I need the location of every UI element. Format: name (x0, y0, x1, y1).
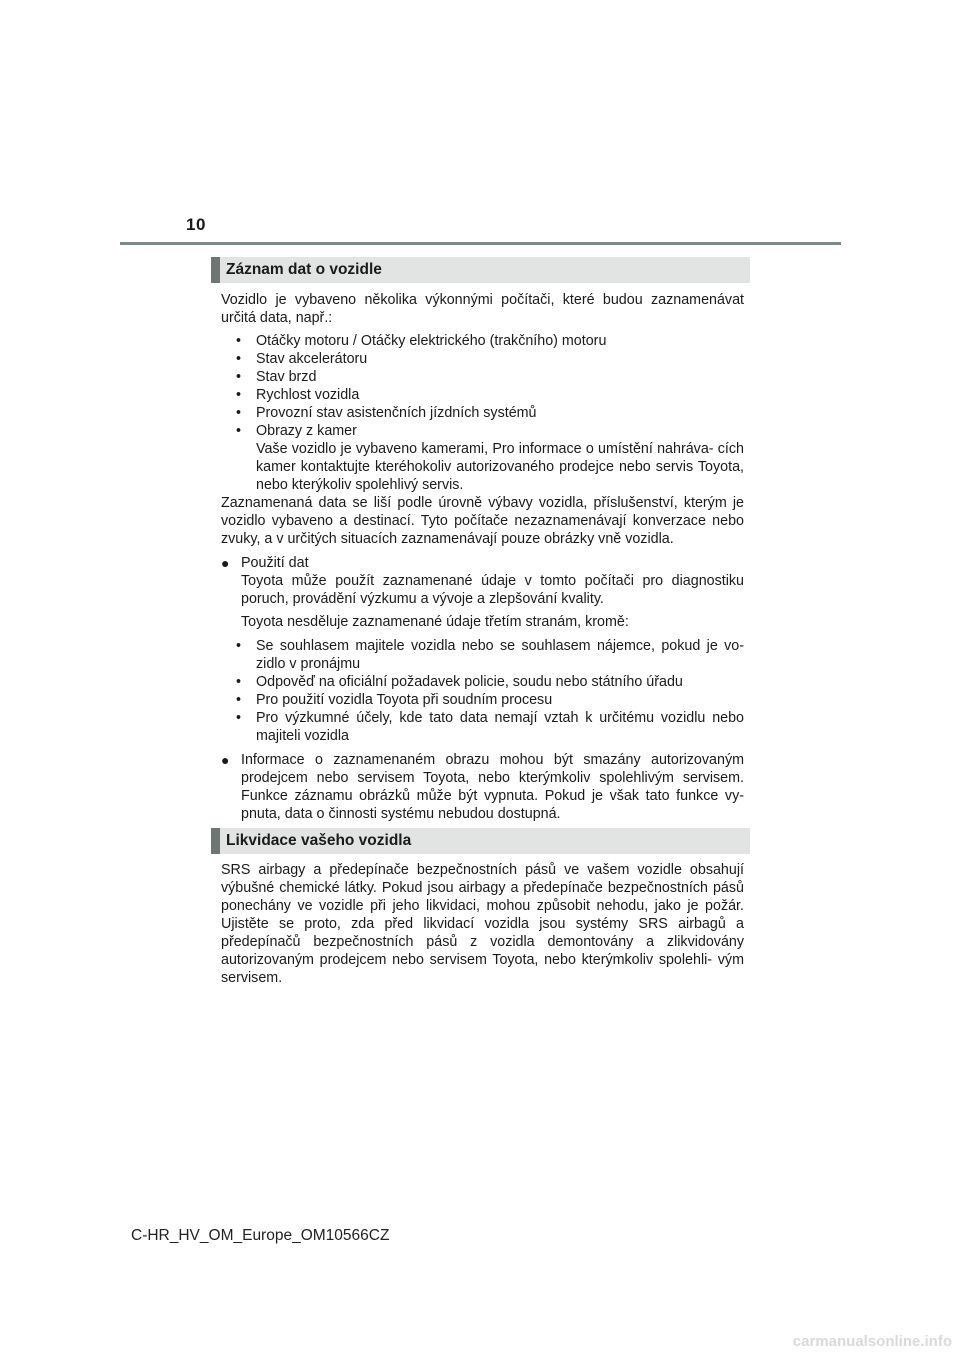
bullet-icon: • (236, 369, 242, 385)
recorded-data-list (221, 332, 744, 494)
document-code-footer: C-HR_HV_OM_Europe_OM10566CZ (131, 1227, 390, 1244)
list-item: • Provozní stav asistenčních jízdních systémů (236, 405, 537, 421)
usage-block (221, 554, 744, 572)
image-info-text: Informace o zaznamenaném obrazu mohou být smazány autorizovaným prodejcem nebo servisem Toyota, nebo kterýmkoliv spolehlivým servisem. Funkce záznamu obrázků může být vypnuta. Pokud je však tato funkce vy- pnuta, data o činnosti systému nebudou dostupná. (241, 752, 744, 822)
list-item: • Pro použití vozidla Toyota při soudním procesu (236, 692, 553, 708)
summary-paragraph: Zaznamenaná data se liší podle úrovně výbavy vozidla, příslušenství, kterým je vozidlo vybaveno a destinací. Tyto počítače nezaznamenávají konverzace nebo zvuky, a v určitých situacích zaznamenávají pouze obrázky vně vozidla. (221, 495, 744, 547)
bullet-icon: • (236, 351, 242, 367)
bullet-icon: • (236, 710, 242, 726)
list-item: • Odpověď na oficiální požadavek policie, soudu nebo státního úřadu (236, 674, 683, 690)
list-item: • Stav akcelerátoru (236, 351, 368, 367)
list-item: • Rychlost vozidla (236, 387, 360, 403)
usage-text: Toyota může použít zaznamenané údaje v tomto počítači pro diagnostiku poruch, provádění výzkumu a vývoje a zlepšování kvality. (241, 573, 744, 607)
intro-paragraph: Vozidlo je vybaveno několika výkonnými počítači, které budou zaznamenávat určitá data, např.: (221, 292, 744, 326)
disclosure-text: Toyota nesděluje zaznamenané údaje třetím stranám, kromě: (241, 614, 629, 630)
list-item: • Obrazy z kamer Vaše vozidlo je vybaveno kamerami, Pro informace o umístění nahráva- cích kamer kontaktujte kteréhokoliv autorizovaného prodejce nebo servis Toyota, nebo kterýkoliv spolehlivý servis. (236, 423, 744, 493)
circle-bullet-icon: ● (221, 752, 230, 768)
bullet-icon: • (236, 692, 242, 708)
bullet-icon: • (236, 674, 242, 690)
section-content-vehicle-disposal (221, 861, 744, 987)
list-item: • Stav brzd (236, 369, 317, 385)
watermark: carmanualsonline.info (792, 1333, 952, 1350)
camera-note: Vaše vozidlo je vybaveno kamerami, Pro informace o umístění nahráva- cích kamer kontaktujte kteréhokoliv autorizovaného prodejce nebo servis Toyota, nebo kterýkoliv spolehlivý servis. (256, 441, 744, 493)
list-item: • Otáčky motoru / Otáčky elektrického (trakčního) motoru (236, 333, 607, 349)
image-info-block (221, 751, 744, 823)
bullet-icon: • (236, 405, 242, 421)
section-header-vehicle-disposal: Likvidace vašeho vozidla (211, 828, 750, 854)
circle-bullet-icon: ● (221, 555, 230, 571)
page-number: 10 (186, 215, 206, 234)
header-rule (120, 242, 841, 245)
bullet-icon: • (236, 638, 242, 654)
section-header-vehicle-data: Záznam dat o vozidle (211, 257, 750, 283)
section-content-vehicle-data (221, 291, 744, 823)
list-item: • Pro výzkumné účely, kde tato data nemají vztah k určitému vozidlu nebo majiteli vozidla (236, 710, 744, 744)
usage-title: Použití dat (241, 555, 309, 571)
bullet-icon: • (236, 387, 242, 403)
exceptions-list (221, 637, 744, 745)
bullet-icon: • (236, 333, 242, 349)
disposal-paragraph: SRS airbagy a předepínače bezpečnostních pásů ve vašem vozidle obsahují výbušné chemické látky. Pokud jsou airbagy a předepínače bezpečnostních pásů ponechány ve vozidle při jeho likvidaci, mohou způsobit nehodu, jako je požár. Ujistěte se proto, zda před likvidací vozidla jsou systémy SRS airbagů a předepínačů bezpečnostních pásů z vozidla demontovány a zlikvidovány autorizovaným prodejcem nebo servisem Toyota, nebo kterýmkoliv spolehli- vým servisem. (221, 862, 744, 986)
list-item: • Se souhlasem majitele vozidla nebo se souhlasem nájemce, pokud je vo- zidlo v pronájmu (236, 638, 744, 672)
bullet-icon: • (236, 423, 242, 439)
